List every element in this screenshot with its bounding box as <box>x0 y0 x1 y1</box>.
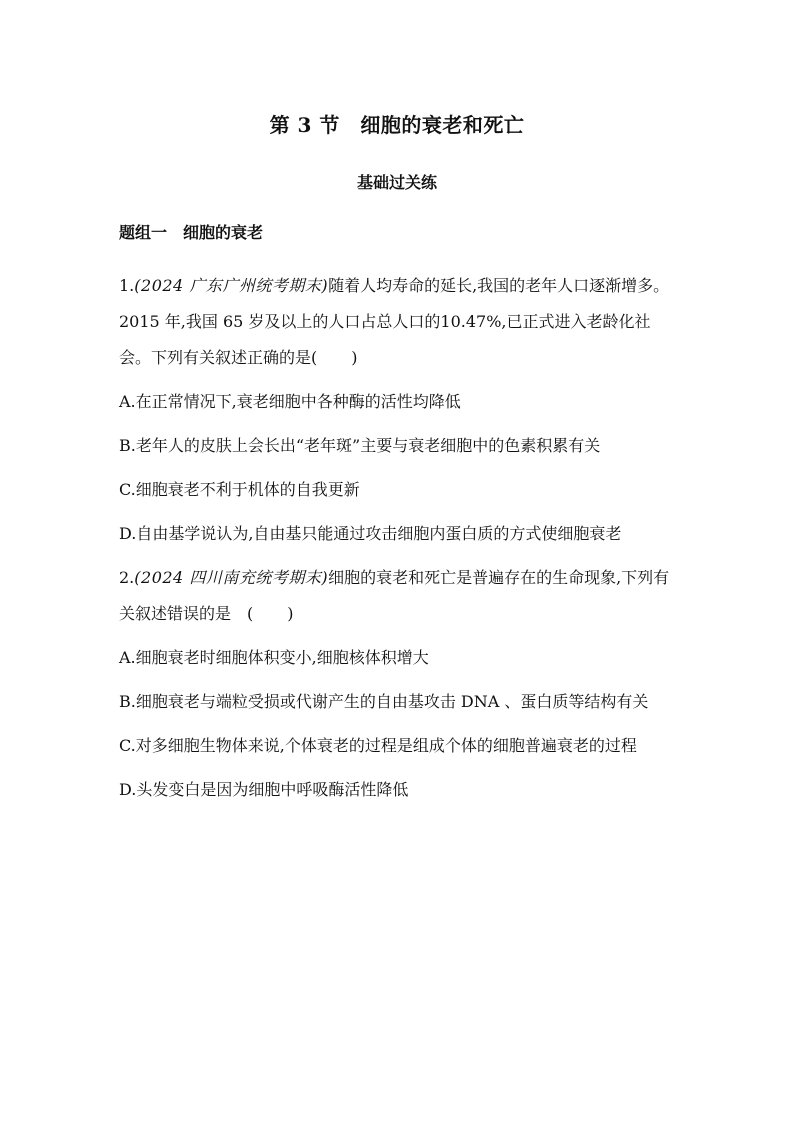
question-text: 细胞的衰老和死亡是普遍存在的生命现象,下列有关叙述错误的是 ( <box>119 568 670 623</box>
question-number: 1. <box>119 276 135 295</box>
question-text: 随着人均寿命的延长,我国的老年人口逐渐增多。2015 年,我国 65 岁及以上的人口占总人口的10.47%,已正式进入老龄化社会。下列有关叙述正确的是( <box>119 276 670 367</box>
question-2 <box>119 560 675 808</box>
option-b: B.老年人的皮肤上会长出“老年斑”主要与衰老细胞中的色素积累有关 <box>119 436 601 455</box>
exercise-subtitle: 基础过关练 <box>356 173 437 192</box>
option-a: A.细胞衰老时细胞体积变小,细胞核体积增大 <box>119 648 429 667</box>
question-1 <box>119 268 675 552</box>
option-c: C.细胞衰老不利于机体的自我更新 <box>119 480 360 499</box>
question-text-end: ) <box>287 604 294 623</box>
option-d: D.自由基学说认为,自由基只能通过攻击细胞内蛋白质的方式使细胞衰老 <box>119 524 622 543</box>
question-stem <box>119 268 675 376</box>
question-stem <box>119 560 675 632</box>
question-source: (2024 广东广州统考期末) <box>134 276 329 295</box>
section-title: 第 3 节 细胞的衰老和死亡 <box>269 113 525 137</box>
option-a: A.在正常情况下,衰老细胞中各种酶的活性均降低 <box>119 392 461 411</box>
question-number: 2. <box>119 568 135 587</box>
option-d: D.头发变白是因为细胞中呼吸酶活性降低 <box>119 780 409 799</box>
option-c: C.对多细胞生物体来说,个体衰老的过程是组成个体的细胞普遍衰老的过程 <box>119 736 637 755</box>
question-source: (2024 四川南充统考期末) <box>134 568 329 587</box>
question-group-title: 题组一 细胞的衰老 <box>119 223 264 242</box>
question-text-end: ) <box>351 348 358 367</box>
questions-list <box>119 268 675 808</box>
option-b: B.细胞衰老与端粒受损或代谢产生的自由基攻击 DNA 、蛋白质等结构有关 <box>119 692 649 711</box>
